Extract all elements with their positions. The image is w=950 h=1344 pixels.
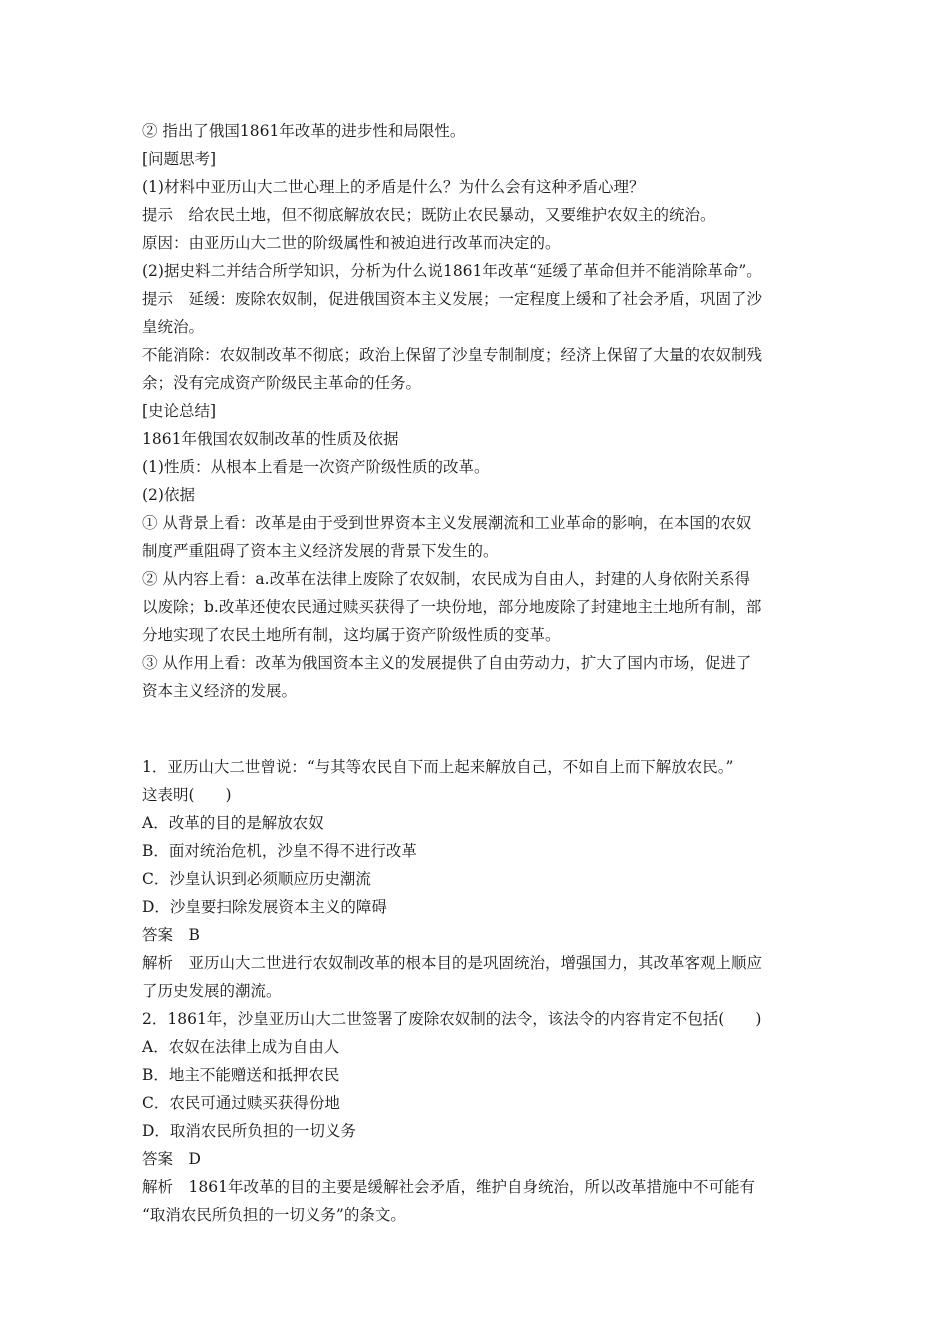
exercise-2-option-b: B．地主不能赠送和抵押农民 [142,1066,340,1084]
basis-effect: ③ 从作用上看：改革为俄国资本主义的发展提供了自由劳动力，扩大了国内市场，促进了 [142,654,752,672]
heading-summary: [史论总结] [142,402,217,420]
nature-text: (1)性质：从根本上看是一次资产阶级性质的改革。 [142,458,490,476]
hint-2: 提示 延缓：废除农奴制，促进俄国资本主义发展；一定程度上缓和了社会矛盾，巩固了沙 [142,290,763,308]
cannot-eliminate: 不能消除：农奴制改革不彻底；政治上保留了沙皇专制制度；经济上保留了大量的农奴制残 [142,346,763,364]
exercise-1-explanation-cont: 了历史发展的潮流。 [142,982,282,1000]
cannot-eliminate-cont: 余；没有完成资产阶级民主革命的任务。 [142,374,422,392]
exercise-1-option-b: B．面对统治危机，沙皇不得不进行改革 [142,842,417,860]
exercise-1-question-cont: 这表明( ) [142,786,232,804]
hint-2-cont: 皇统治。 [142,318,205,336]
heading-question-thinking: [问题思考] [142,150,217,168]
basis-content-cont1: 以废除；b.改革还使农民通过赎买获得了一块份地，部分地废除了封建地主土地所有制，部 [142,598,762,616]
summary-title: 1861年俄国农奴制改革的性质及依据 [142,430,399,448]
basis-content-cont2: 分地实现了农民土地所有制，这均属于资产阶级性质的变革。 [142,626,561,644]
exercise-2-explanation: 解析 1861年改革的目的主要是缓解社会矛盾，维护自身统治，所以改革措施中不可能有 [142,1178,755,1196]
exercise-1-explanation: 解析 亚历山大二世进行农奴制改革的根本目的是巩固统治，增强国力，其改革客观上顺应 [142,954,763,972]
exercise-1-question: 1．亚历山大二世曾说：“与其等农民自下而上起来解放自己，不如自上而下解放农民。” [142,758,734,776]
basis-content: ② 从内容上看：a.改革在法律上废除了农奴制，农民成为自由人，封建的人身依附关系得 [142,570,751,588]
basis-effect-cont: 资本主义经济的发展。 [142,682,298,700]
exercise-2-option-c: C．农民可通过赎买获得份地 [142,1094,340,1112]
basis-heading: (2)依据 [142,486,195,504]
exercise-1-option-d: D．沙皇要扫除发展资本主义的障碍 [142,898,387,916]
question-2: (2)据史料二并结合所学知识，分析为什么说1861年改革“延缓了革命但并不能消除革命”。 [142,262,762,280]
exercise-1-option-c: C．沙皇认识到必须顺应历史潮流 [142,870,371,888]
exercise-1-answer: 答案 B [142,926,200,944]
exercise-2-option-d: D．取消农民所负担的一切义务 [142,1122,356,1140]
question-1: (1)材料中亚历山大二世心理上的矛盾是什么？为什么会有这种矛盾心理？ [142,178,645,196]
exercise-2-question: 2．1861年，沙皇亚历山大二世签署了废除农奴制的法令，该法令的内容肯定不包括( ) [142,1010,762,1028]
exercise-2-answer: 答案 D [142,1150,201,1168]
exercise-1-option-a: A．改革的目的是解放农奴 [142,814,324,832]
hint-1: 提示 给农民土地，但不彻底解放农民；既防止农民暴动，又要维护农奴主的统治。 [142,206,716,224]
reason-text: 原因：由亚历山大二世的阶级属性和被迫进行改革而决定的。 [142,234,561,252]
basis-background-cont: 制度严重阻碍了资本主义经济发展的背景下发生的。 [142,542,499,560]
exercise-2-explanation-cont: “取消农民所负担的一切义务”的条文。 [142,1206,406,1224]
exercise-2-option-a: A．农奴在法律上成为自由人 [142,1038,340,1056]
basis-background: ① 从背景上看：改革是由于受到世界资本主义发展潮流和工业革命的影响，在本国的农奴 [142,514,752,532]
point-3: ② 指出了俄国1861年改革的进步性和局限性。 [142,122,466,140]
